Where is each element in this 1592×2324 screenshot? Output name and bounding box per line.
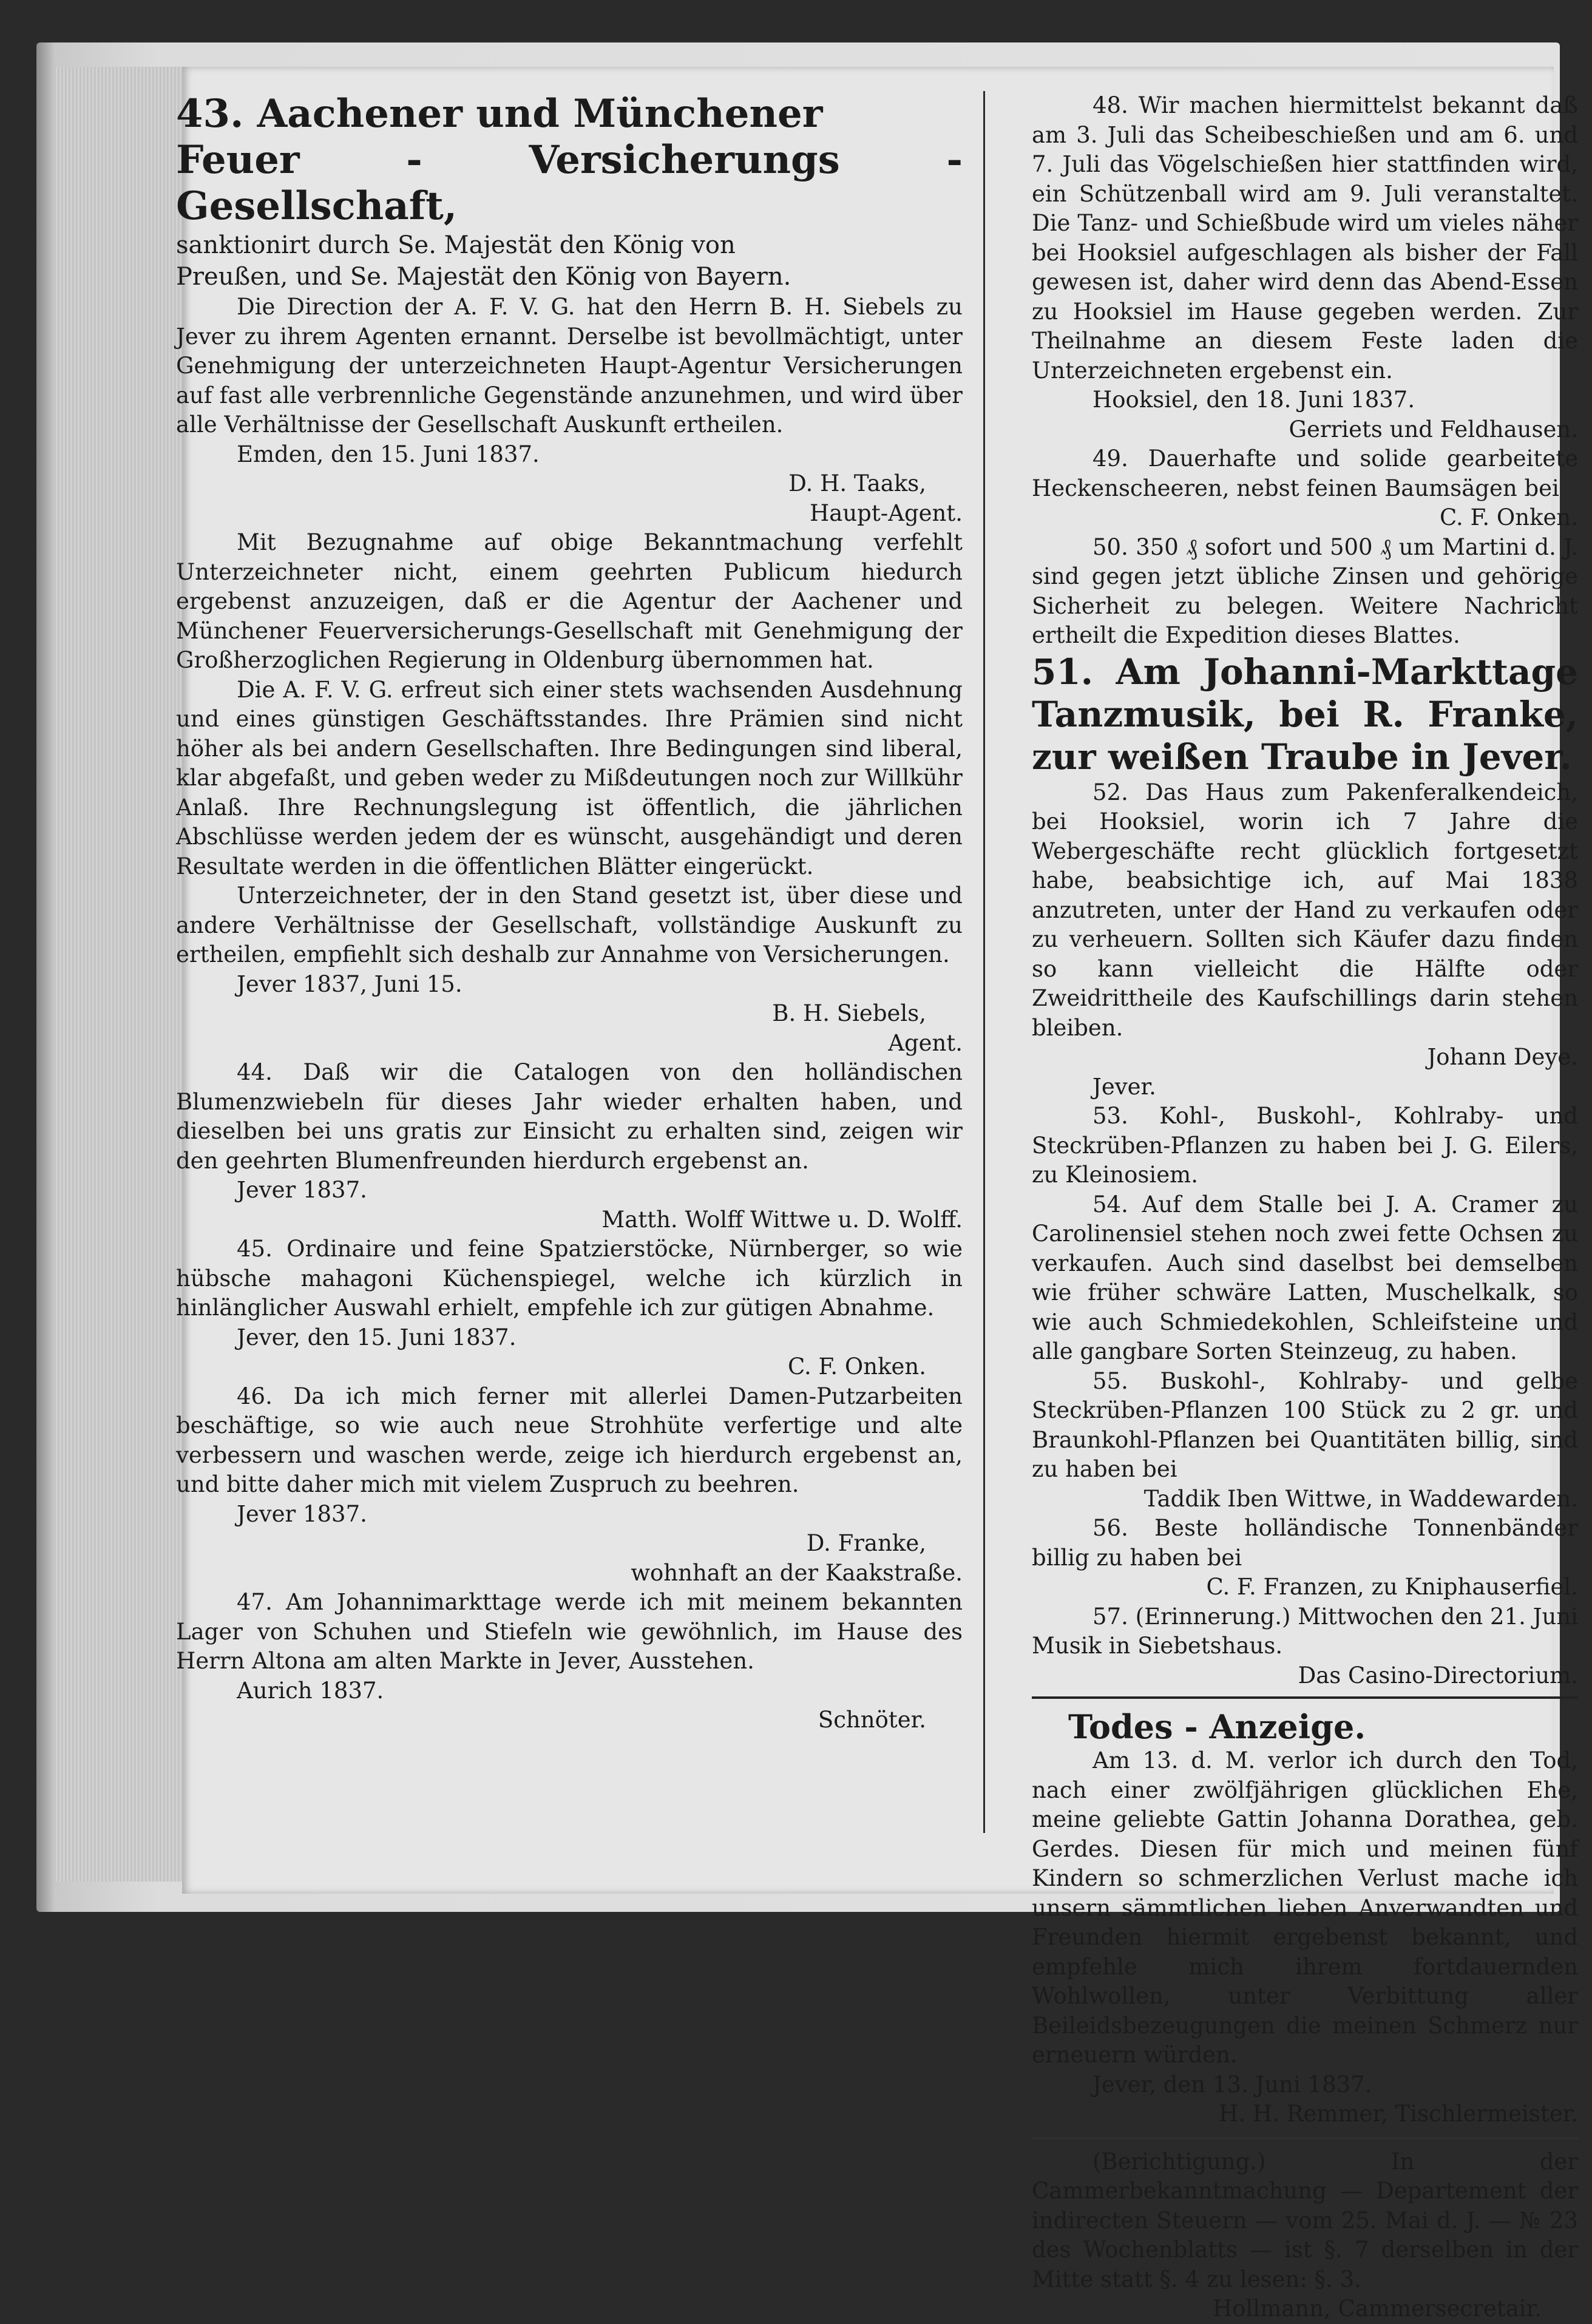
section-divider [1032, 1696, 1578, 1699]
correction-notice: (Berichtigung.) In der Cammerbekanntmachung — Departement der indirecten Steuern — vom 25. Mai d. J. — № 23 des Wochenblatts — ist §. 7 derselben in der Mitte statt §. 4 zu lesen: §. 3. [1032, 2148, 1578, 2292]
notice-44-signature: Matth. Wolff Wittwe u. D. Wolff. [601, 1206, 963, 1233]
notice-44: 44. Daß wir die Catalogen von den holländischen Blumenzwiebeln für dieses Jahr wieder erhalten haben, und dieselben bei uns gratis zur Einsicht zu erhalten sind, zeigen wir den geehrten Blumenfreunden hierdurch ergebenst an. [176, 1059, 963, 1174]
notice-57: 57. (Erinnerung.) Mittwochen den 21. Juni Musik in Siebetshaus. [1032, 1603, 1578, 1659]
notice-47: 47. Am Johannimarkttage werde ich mit meinem bekannten Lager von Schuhen und Stiefeln wie gewöhnlich, im Hause des Herrn Altona am alten Markte in Jever, Ausstehen. [176, 1589, 963, 1674]
page-edges [55, 67, 182, 1882]
correction-signature: Hollmann, Cammersecretair. [1213, 2295, 1542, 2322]
notice-52-signature: Johann Deye. [1427, 1044, 1578, 1070]
notice-49: 49. Dauerhafte und solide gearbeitete Heckenscheeren, nebst feinen Baumsägen bei [1032, 445, 1578, 501]
notice-43-subtitle-2: Preußen, und Se. Majestät den König von Bayern. [176, 263, 791, 291]
notice-45: 45. Ordinaire und feine Spatzierstöcke, Nürnberger, so wie hübsche mahagoni Küchenspiegel, welche ich kürzlich in hinlänglicher Auswahl erhielt, empfehle ich zur gütigen Abnahme. [176, 1236, 963, 1321]
notice-43-paragraph-3: Die A. F. V. G. erfreut sich einer stets wachsenden Ausdehnung und eines günstigen Geschäftsstandes. Ihre Prämien sind nicht höher als bei andern Gesellschaften. Ihre Bedingungen sind liberal, klar abgefaßt, und geben weder zu Mißdeutungen noch zur Willkühr Anlaß. Ihre Rechnungslegung ist öffentlich, die jährlichen Abschlüsse werden jedem der es wünscht, ausgehändigt und deren Resultate werden in die öffentlichen Blätter eingerückt. [176, 676, 963, 879]
notice-50: 50. 350 ₰ sofort und 500 ₰ um Martini d. J. sind gegen jetzt übliche Zinsen und gehörige Sicherheit zu belegen. Weitere Nachricht ertheilt die Expedition dieses Blattes. [1032, 534, 1578, 648]
notice-43-signature-role: Haupt-Agent. [810, 500, 963, 526]
notice-43-paragraph-2: Mit Bezugnahme auf obige Bekanntmachung verfehlt Unterzeichneter nicht, einem geehrten Publicum hiedurch ergebenst anzuzeigen, daß er die Agentur der Aachener und Münchener Feuerversicherungs-Gesellschaft mit Genehmigung der Großherzoglichen Regierung in Oldenburg übernommen hat. [176, 529, 963, 673]
notice-46-signature: D. Franke, [806, 1530, 926, 1556]
notice-46: 46. Da ich mich ferner mit allerlei Damen-Putzarbeiten beschäftige, so wie auch neue Strohhüte verfertige und alte verbessern und waschen werde, zeige ich hierdurch ergebenst an, und bitte daher mich mit vielem Zuspruch zu beehren. [176, 1383, 963, 1497]
notice-48-place: Hooksiel, den 18. Juni 1837. [1092, 387, 1415, 413]
notice-43-place-date-2: Jever 1837, Juni 15. [237, 971, 462, 997]
notice-51: 51. Am Johanni-Markttage Tanzmusik, bei R. Franke, zur weißen Traube in Jever. [1032, 651, 1578, 777]
death-notice-title: Todes - Anzeige. [1068, 1707, 1366, 1746]
notice-47-place: Aurich 1837. [237, 1677, 384, 1704]
notice-43-paragraph-4: Unterzeichneter, der in den Stand gesetzt ist, über diese und andere Verhältnisse der Gesellschaft, vollständige Auskunft zu ertheilen, empfiehlt sich deshalb zur Annahme von Versicherungen. [176, 883, 963, 967]
notice-55: 55. Buskohl-, Kohlraby- und gelbe Steckrüben-Pflanzen 100 Stück zu 2 gr. und Braunkohl-Pflanzen bei Quantitäten billig, sind zu haben bei [1032, 1367, 1578, 1482]
death-notice-place: Jever, den 13. Juni 1837. [1092, 2071, 1372, 2098]
notice-43-signature-2: B. H. Siebels, [772, 1000, 926, 1026]
notice-48-signature: Gerriets und Feldhausen. [1289, 416, 1578, 442]
notice-43-signature-2-role: Agent. [888, 1029, 963, 1056]
notice-52-place: Jever. [1092, 1073, 1156, 1100]
notice-57-signature: Das Casino-Directorium. [1298, 1662, 1578, 1689]
notice-43-place-date: Emden, den 15. Juni 1837. [237, 441, 540, 467]
notice-47-signature: Schnöter. [818, 1707, 926, 1733]
notice-49-signature: C. F. Onken. [1439, 504, 1578, 530]
right-column [1032, 91, 1578, 2324]
notice-43-heading: 43. Aachener und Münchener [176, 91, 823, 137]
notice-46-place: Jever 1837. [237, 1500, 367, 1527]
left-column [176, 91, 963, 1735]
notice-43-subtitle-1: sanktionirt durch Se. Majestät den König von [176, 231, 736, 259]
notice-53: 53. Kohl-, Buskohl-, Kohlraby- und Steckrüben-Pflanzen zu haben bei J. G. Eilers, zu Kleinosiem. [1032, 1103, 1578, 1188]
notice-45-place: Jever, den 15. Juni 1837. [237, 1324, 517, 1350]
notice-44-place: Jever 1837. [237, 1177, 367, 1203]
notice-56: 56. Beste holländische Tonnenbänder billig zu haben bei [1032, 1515, 1578, 1571]
notice-56-signature: C. F. Franzen, zu Kniphauserfiel. [1206, 1574, 1578, 1600]
notice-55-signature: Taddik Iben Wittwe, in Waddewarden. [1143, 1485, 1578, 1512]
death-notice-text: Am 13. d. M. verlor ich durch den Tod, nach einer zwölfjährigen glücklichen Ehe, meine geliebte Gattin Johanna Dorathea, geb. Gerdes. Diesen für mich und meinen fünf Kindern so schmerzlichen Verlust mache ich unsern sämmtlichen lieben Anverwandten und Freunden hiermit ergebenst bekannt, und empfehle mich ihrem fortdauernden Wohlwollen, unter Verbittung aller Beileidsbezeugungen die meinen Schmerz nur erneuern würden. [1032, 1747, 1578, 2068]
death-notice-signature: H. H. Remmer, Tischlermeister. [1219, 2101, 1578, 2127]
notice-43-heading-2: Feuer - Versicherungs - Gesellschaft, [176, 137, 963, 229]
column-divider [983, 91, 985, 1833]
section-divider-2 [1032, 2138, 1578, 2139]
notice-46-signature-address: wohnhaft an der Kaakstraße. [631, 1559, 963, 1586]
notice-48: 48. Wir machen hiermittelst bekannt daß am 3. Juli das Scheibeschießen und am 6. und 7. Juli das Vögelschießen hier stattfinden wird, ein Schützenball wird am 9. Juli veranstaltet. Die Tanz- und Schießbude wird um vieles näher bei Hooksiel aufgeschlagen als bisher der Fall gewesen ist, daher wird denn das Abend-Essen zu Hooksiel im Hause gegeben werden. Zur Theilnahme an diesem Feste laden die Unterzeichneten ergebenst ein. [1032, 92, 1578, 384]
notice-52: 52. Das Haus zum Pakenferalkendeich, bei Hooksiel, worin ich 7 Jahre die Webergeschäfte recht glücklich fortgesetzt habe, beabsichtige ich, auf Mai 1838 anzutreten, unter der Hand zu verkaufen oder zu verheuern. Sollten sich Käufer dazu finden so kann vielleicht die Hälfte oder Zweidrittheile des Kaufschillings darin stehen bleiben. [1032, 779, 1578, 1041]
notice-43-paragraph: Die Direction der A. F. V. G. hat den Herrn B. H. Siebels zu Jever zu ihrem Agenten ernannt. Derselbe ist bevollmächtigt, unter Genehmigung der unterzeichneten Haupt-Agentur Versicherungen auf fast alle verbrennliche Gegenstände anzunehmen, und wird über alle Verhältnisse der Gesellschaft Auskunft ertheilen. [176, 294, 963, 438]
notice-54: 54. Auf dem Stalle bei J. A. Cramer zu Carolinensiel stehen noch zwei fette Ochsen zu verkaufen. Auch sind daselbst bei demselben wie früher schwäre Latten, Muschelkalk, so wie auch Schmiedekohlen, Schleifsteine und alle gangbare Sorten Steinzeug, zu haben. [1032, 1191, 1578, 1364]
notice-43-signature: D. H. Taaks, [788, 470, 926, 496]
notice-45-signature: C. F. Onken. [787, 1353, 926, 1380]
